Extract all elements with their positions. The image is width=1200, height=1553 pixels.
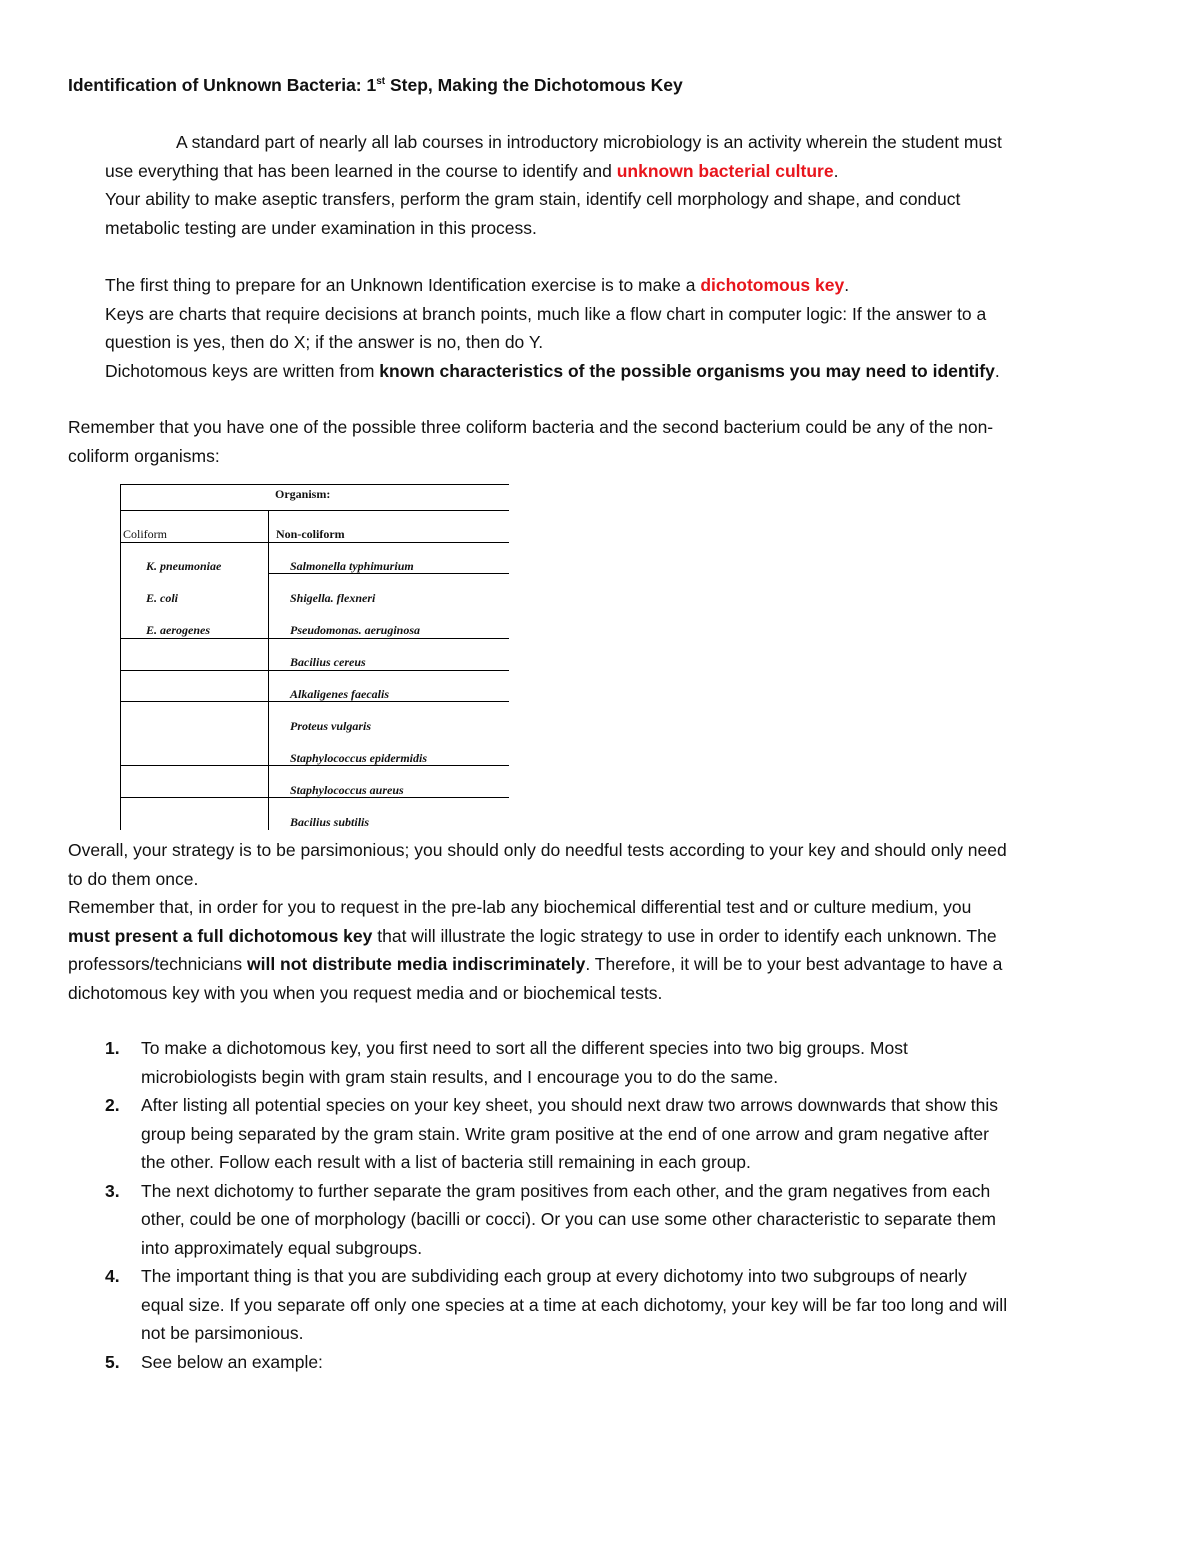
table-row-rule bbox=[120, 638, 509, 639]
step-line: microbiologists begin with gram stain results, and I encourage you to do the same. bbox=[141, 1066, 779, 1087]
non-coliform-species: Proteus vulgaris bbox=[290, 719, 372, 733]
remember-paragraph bbox=[68, 413, 993, 470]
step-line: the other. Follow each result with a list of bacteria still remaining in each group. bbox=[141, 1152, 751, 1172]
strategy-line-5-text: professors/technicians bbox=[68, 954, 247, 974]
table-row-rule bbox=[268, 573, 509, 574]
non-coliform-species: Alkaligenes faecalis bbox=[290, 687, 389, 701]
non-coliform-species: Shigella. flexneri bbox=[290, 591, 376, 605]
key-line-4-period: . bbox=[994, 360, 1000, 381]
page-title bbox=[68, 71, 683, 100]
coliform-species: E. aerogenes bbox=[146, 623, 210, 637]
strategy-line-5-rest: . Therefore, it will be to your best advantage to have a bbox=[585, 954, 1003, 974]
table-header-organism: Organism: bbox=[275, 487, 331, 501]
strategy-line-6: dichotomous key with you when you request media and or biochemical tests. bbox=[68, 982, 663, 1003]
list-item bbox=[105, 1091, 1007, 1177]
step-number: 3. bbox=[105, 1180, 120, 1201]
key-paragraph bbox=[105, 271, 1000, 385]
strategy-line-1: Overall, your strategy is to be parsimonious; you should only do needful tests according to your key and should only need bbox=[68, 840, 1007, 860]
remember-line-1: Remember that you have one of the possible three coliform bacteria and the second bacterium could be any of the non- bbox=[68, 417, 994, 437]
list-item bbox=[105, 1177, 1007, 1263]
table-row-rule bbox=[120, 797, 509, 798]
unknown-culture-highlight: unknown bacterial culture bbox=[616, 160, 834, 181]
step-line: To make a dichotomous key, you first need to sort all the different species into two big groups. Most bbox=[141, 1038, 908, 1058]
intro-line-2-period: . bbox=[833, 160, 839, 181]
column-header-non-coliform: Non-coliform bbox=[276, 527, 345, 541]
non-coliform-species: Bacilius subtilis bbox=[290, 815, 370, 829]
intro-line-2-text: use everything that has been learned in the course to identify and bbox=[105, 160, 617, 181]
step-number: 5. bbox=[105, 1351, 120, 1372]
table-header-rule bbox=[120, 510, 509, 511]
key-line-4-bold: known characteristics of the possible organisms you may need to identify bbox=[379, 360, 995, 381]
list-item bbox=[105, 1262, 1007, 1348]
step-line: other, could be one of morphology (bacilli or cocci). Or you can use some other characteristic to separate them bbox=[141, 1209, 997, 1229]
list-item bbox=[105, 1034, 1007, 1091]
non-coliform-species: Staphylococcus aureus bbox=[290, 783, 404, 797]
step-line: equal size. If you separate off only one species at a time at each dichotomy, your key will be far too long and will bbox=[141, 1294, 1008, 1315]
key-line-4-text: Dichotomous keys are written from bbox=[105, 360, 380, 381]
dichotomous-key-highlight: dichotomous key bbox=[700, 275, 845, 295]
key-line-1 bbox=[105, 271, 1000, 300]
step-line: not be parsimonious. bbox=[141, 1323, 304, 1343]
step-line: The important thing is that you are subdividing each group at every dichotomy into two subgroups of nearly bbox=[141, 1266, 967, 1286]
coliform-species: K. pneumoniae bbox=[146, 559, 222, 573]
remember-line-2: coliform organisms: bbox=[68, 445, 220, 466]
strategy-line-2: to do them once. bbox=[68, 868, 199, 889]
step-line: After listing all potential species on your key sheet, you should next draw two arrows downwards that show this bbox=[141, 1095, 998, 1115]
strategy-line-4 bbox=[68, 922, 1007, 951]
title-text-rest: Step, Making the Dichotomous Key bbox=[385, 75, 683, 95]
step-line: See below an example: bbox=[141, 1351, 323, 1372]
step-number: 2. bbox=[105, 1095, 120, 1115]
key-line-1-text: The first thing to prepare for an Unknown Identification exercise is to make a bbox=[105, 275, 701, 295]
strategy-line-4-text: that will illustrate the logic strategy to use in order to identify each unknown. The bbox=[372, 925, 997, 946]
table-border-top bbox=[120, 484, 509, 485]
non-coliform-species: Staphylococcus epidermidis bbox=[290, 751, 427, 765]
step-line: The next dichotomy to further separate the gram positives from each other, and the gram negatives from each bbox=[141, 1180, 991, 1201]
table-row-rule bbox=[120, 701, 509, 702]
strategy-line-5 bbox=[68, 950, 1007, 979]
step-number: 4. bbox=[105, 1266, 120, 1286]
key-line-4 bbox=[105, 357, 1000, 386]
steps-list bbox=[105, 1034, 1007, 1376]
key-line-3: question is yes, then do X; if the answer is no, then do Y. bbox=[105, 332, 544, 352]
strategy-paragraph bbox=[68, 836, 1007, 1007]
column-header-coliform: Coliform bbox=[123, 527, 167, 541]
non-coliform-species: Pseudomonas. aeruginosa bbox=[290, 623, 421, 637]
organism-table bbox=[120, 484, 509, 830]
table-row-rule bbox=[120, 765, 509, 766]
non-coliform-species: Salmonella typhimurium bbox=[290, 559, 414, 573]
list-item bbox=[105, 1348, 1007, 1377]
step-line: into approximately equal subgroups. bbox=[141, 1237, 423, 1258]
table-row-rule bbox=[120, 542, 509, 543]
table-border-left bbox=[120, 484, 121, 830]
step-line: group being separated by the gram stain. Write gram positive at the end of one arrow and gram negative after bbox=[141, 1123, 989, 1144]
step-number: 1. bbox=[105, 1038, 120, 1058]
strategy-line-4-bold: must present a full dichotomous key bbox=[68, 925, 373, 946]
intro-line-1: A standard part of nearly all lab courses in introductory microbiology is an activity wherein the student must bbox=[176, 132, 1002, 152]
coliform-species: E. coli bbox=[146, 591, 178, 605]
intro-line-3: Your ability to make aseptic transfers, perform the gram stain, identify cell morphology and shape, and conduct bbox=[105, 189, 961, 209]
table-row-rule bbox=[120, 670, 509, 671]
title-text: Identification of Unknown Bacteria: 1 bbox=[68, 75, 377, 95]
key-line-1-period: . bbox=[844, 275, 850, 295]
title-superscript: st bbox=[376, 76, 386, 87]
intro-line-4: metabolic testing are under examination in this process. bbox=[105, 217, 537, 238]
key-line-2: Keys are charts that require decisions at branch points, much like a flow chart in computer logic: If the answer to a bbox=[105, 303, 987, 324]
non-coliform-species: Bacilius cereus bbox=[290, 655, 366, 669]
intro-paragraph bbox=[105, 128, 1002, 242]
strategy-line-5-bold: will not distribute media indiscriminately bbox=[246, 954, 586, 974]
intro-line-2 bbox=[105, 157, 1002, 186]
strategy-line-3: Remember that, in order for you to request in the pre-lab any biochemical differential test and or culture medium, you bbox=[68, 897, 972, 917]
